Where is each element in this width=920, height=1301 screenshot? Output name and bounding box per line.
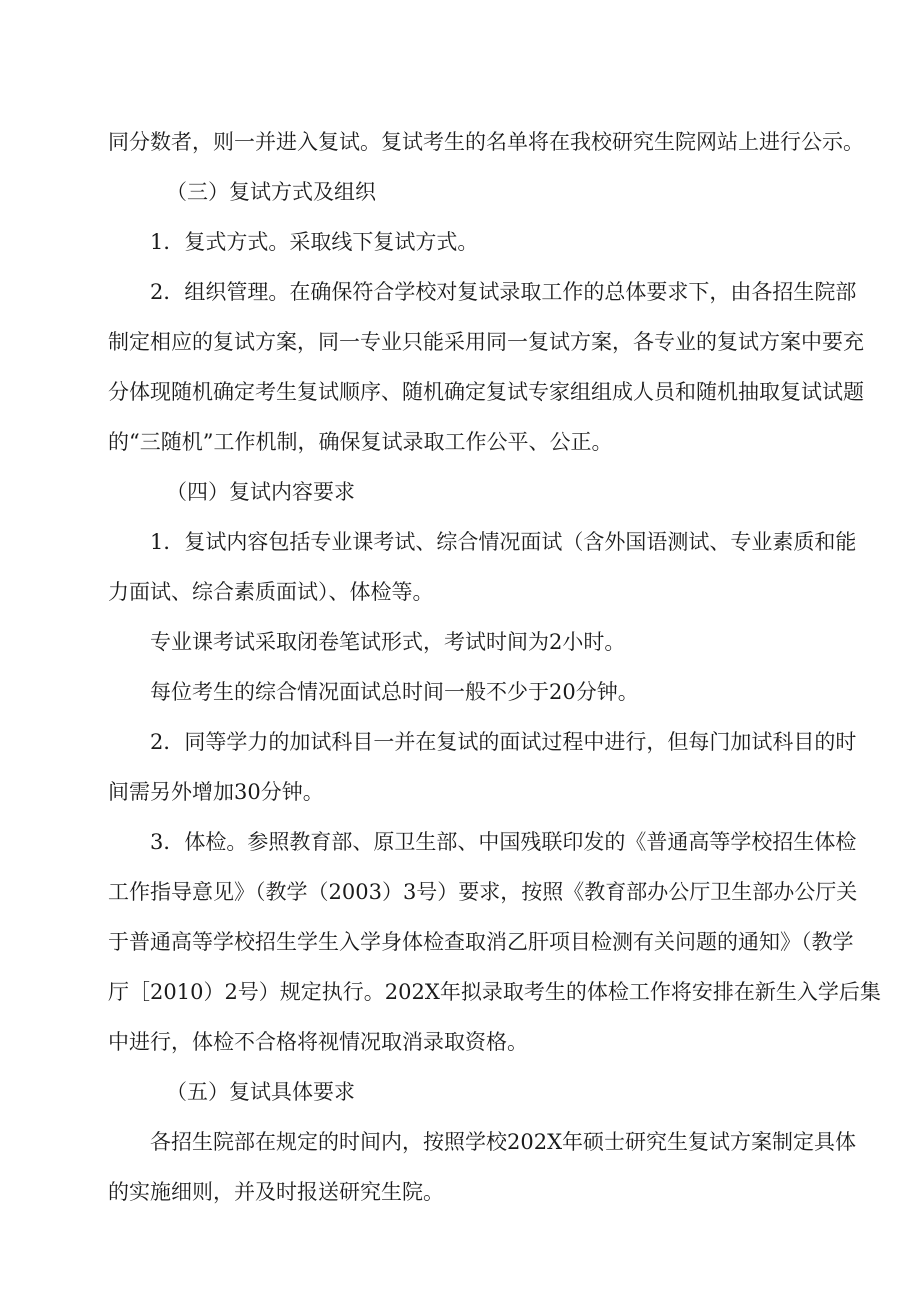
- item-2-line-3: 分体现随机确定考生复试顺序、随机确定复试专家组组成人员和随机抽取复试试题: [108, 380, 864, 404]
- content-item-2-line-1: 2．同等学力的加试科目一并在复试的面试过程中进行，但每门加试科目的时: [150, 730, 857, 754]
- exam-format-line: 专业课考试采取闭卷笔试形式，考试时间为2小时。: [150, 630, 626, 654]
- requirements-line-2: 的实施细则，并及时报送研究生院。: [108, 1180, 444, 1204]
- paragraph-line-1: 同分数者，则一并进入复试。复试考生的名单将在我校研究生院网站上进行公示。: [108, 130, 864, 154]
- item-2-line-4: 的“三随机”工作机制，确保复试录取工作公平、公正。: [108, 430, 613, 454]
- content-item-1-line-1: 1．复试内容包括专业课考试、综合情况面试（含外国语测试、专业素质和能: [150, 530, 857, 554]
- content-item-3-line-1: 3．体检。参照教育部、原卫生部、中国残联印发的《普通高等学校招生体检: [150, 830, 857, 854]
- item-1-line-1: 1．复式方式。采取线下复试方式。: [150, 230, 479, 254]
- content-item-3-line-2: 工作指导意见》（教学（2003）3号）要求，按照《教育部办公厅卫生部办公厅关: [108, 880, 858, 904]
- section-heading-3: （三）复试方式及组织: [166, 180, 376, 204]
- item-2-line-1: 2．组织管理。在确保符合学校对复试录取工作的总体要求下，由各招生院部: [150, 280, 857, 304]
- requirements-line-1: 各招生院部在规定的时间内，按照学校202X年硕士研究生复试方案制定具体: [150, 1130, 857, 1154]
- content-item-2-line-2: 间需另外增加30分钟。: [108, 780, 324, 804]
- content-item-3-line-3: 于普通高等学校招生学生入学身体检查取消乙肝项目检测有关问题的通知》（教学: [108, 930, 854, 954]
- section-heading-5: （五）复试具体要求: [166, 1080, 355, 1104]
- content-item-3-line-5: 中进行，体检不合格将视情况取消录取资格。: [108, 1030, 528, 1054]
- item-2-line-2: 制定相应的复试方案，同一专业只能采用同一复试方案，各专业的复试方案中要充: [108, 330, 864, 354]
- interview-time-line: 每位考生的综合情况面试总时间一般不少于20分钟。: [150, 680, 639, 704]
- content-item-3-line-4: 厅［2010）2号）规定执行。202X年拟录取考生的体检工作将安排在新生入学后集: [108, 980, 881, 1004]
- section-heading-4: （四）复试内容要求: [166, 480, 355, 504]
- content-item-1-line-2: 力面试、综合素质面试）、体检等。: [108, 580, 434, 604]
